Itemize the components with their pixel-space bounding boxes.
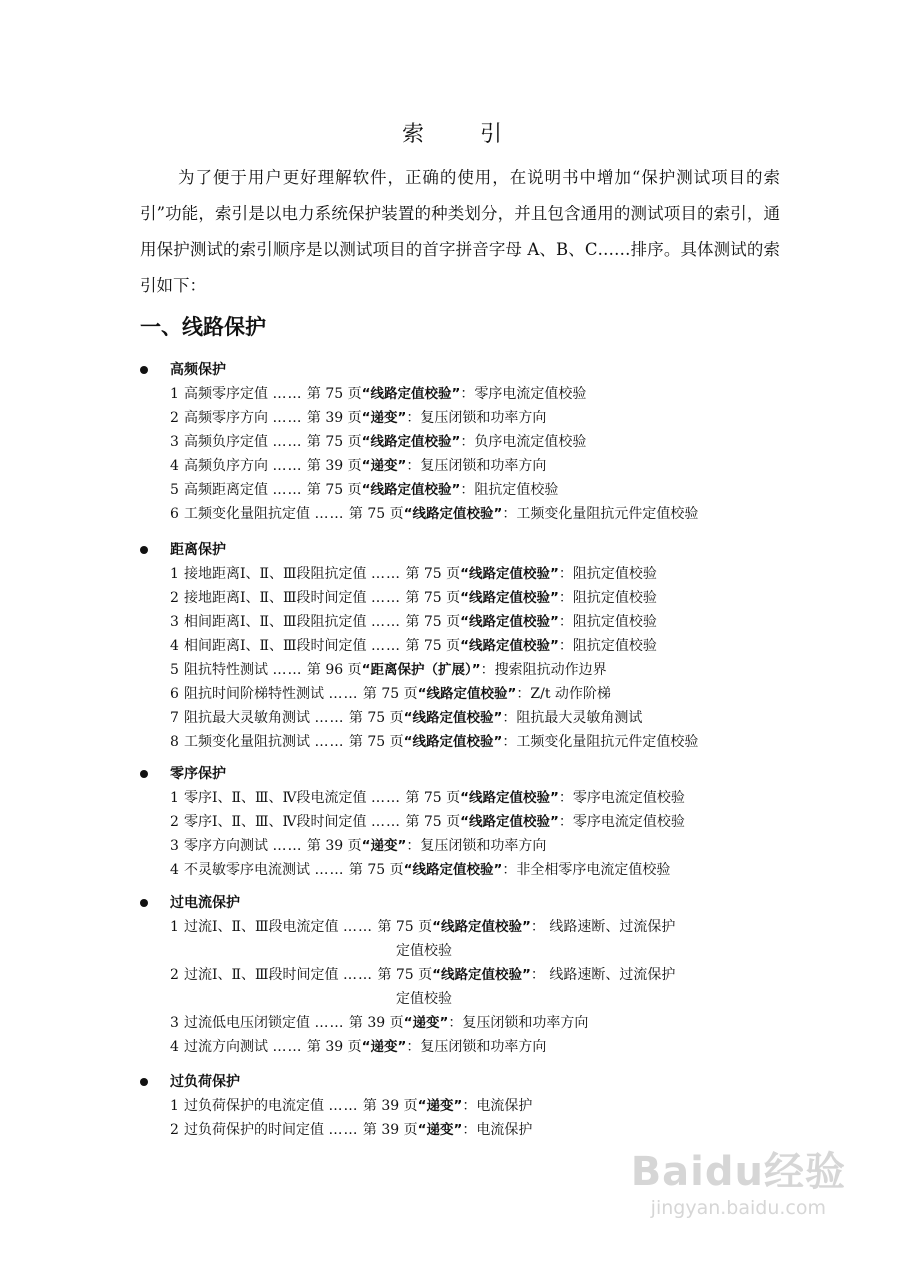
entry-reference: “线路定值校验” [417, 686, 517, 702]
index-entry [140, 382, 780, 406]
entry-description: ：阻抗定值校验 [558, 638, 657, 654]
index-entry-line [170, 814, 685, 830]
intro-paragraph: 为了便于用户更好理解软件，正确的使用，在说明书中增加“保护测试项目的索引”功能，索引是以电力系统保护装置的种类划分，并且包含通用的测试项目的索引，通用保护测试的索引顺序是以测试项目的首字拼音字母 A、B、C……排序。具体测试的索引如下： [140, 168, 780, 295]
entry-description: ：工频变化量阻抗元件定值校验 [502, 734, 699, 750]
entry-name: 过负荷保护的时间定值 [184, 1122, 324, 1138]
entry-number: 2 [170, 590, 179, 606]
entry-reference: “线路定值校验” [361, 482, 461, 498]
entry-description: ：搜索阻抗动作边界 [480, 662, 607, 678]
group-heading [140, 891, 780, 915]
entry-name: 高频零序定值 [184, 386, 268, 402]
entry-description: ：阻抗定值校验 [558, 566, 657, 582]
entry-description-continued: 定值校验 [396, 943, 452, 959]
entry-page: 第 75 页 [377, 919, 433, 935]
entry-name: 高频负序定值 [184, 434, 268, 450]
index-entry [140, 786, 780, 810]
entry-leader: …… [371, 638, 401, 654]
group-label: 过负荷保护 [170, 1074, 240, 1090]
entry-reference: “线路定值校验” [403, 506, 503, 522]
index-entry [140, 562, 780, 586]
entry-name: 工频变化量阻抗测试 [184, 734, 310, 750]
entry-description: ：阻抗定值校验 [558, 614, 657, 630]
entry-leader: …… [272, 386, 303, 402]
index-entry-line [170, 434, 586, 450]
entry-reference: “线路定值校验” [460, 566, 559, 582]
entry-description: ：电流保护 [462, 1098, 533, 1114]
entry-number: 2 [170, 814, 179, 830]
group-label: 零序保护 [170, 766, 226, 782]
entry-description: ：复压闭锁和功率方向 [406, 838, 547, 854]
entry-description: ：复压闭锁和功率方向 [406, 410, 547, 426]
index-group [140, 1070, 780, 1142]
index-group [140, 891, 780, 1059]
entry-description: ：阻抗定值校验 [558, 590, 657, 606]
entry-reference: “距离保护（扩展）” [361, 662, 481, 678]
entry-reference: “线路定值校验” [460, 614, 559, 630]
entry-description: ：零序电流定值校验 [558, 790, 685, 806]
index-entry-line [170, 410, 546, 426]
entry-reference: “线路定值校验” [432, 919, 531, 935]
index-group [140, 358, 780, 526]
entry-leader: …… [328, 686, 359, 702]
entry-reference: “线路定值校验” [361, 434, 461, 450]
index-group [140, 538, 780, 754]
entry-number: 7 [170, 710, 179, 726]
section-title: 一、线路保护 [140, 315, 266, 339]
bullet-icon [140, 546, 148, 554]
entry-page: 第 75 页 [405, 614, 461, 630]
entry-page: 第 75 页 [348, 506, 404, 522]
entry-name: 零序方向测试 [184, 838, 268, 854]
entry-page: 第 39 页 [306, 458, 362, 474]
index-entry [140, 706, 780, 730]
index-entry-line [170, 686, 611, 702]
entry-number: 3 [170, 838, 179, 854]
entry-reference: “线路定值校验” [460, 638, 559, 654]
index-entry-line [170, 838, 546, 854]
entry-leader: …… [328, 1122, 359, 1138]
entry-reference: “递变” [403, 1015, 449, 1031]
entry-description: ：零序电流定值校验 [460, 386, 587, 402]
entry-number: 1 [170, 1098, 179, 1114]
baidu-watermark-logo [631, 1148, 846, 1220]
entry-name: 过流Ⅰ、Ⅱ、Ⅲ段电流定值 [184, 919, 339, 935]
entry-name: 相间距离Ⅰ、Ⅱ、Ⅲ段阻抗定值 [184, 614, 367, 630]
entry-number: 1 [170, 790, 179, 806]
index-entry [140, 610, 780, 634]
index-entry-line [170, 482, 558, 498]
entry-number: 4 [170, 458, 179, 474]
entry-page: 第 75 页 [405, 814, 461, 830]
index-entry [140, 834, 780, 858]
index-entry [140, 963, 780, 1011]
entry-number: 3 [170, 614, 179, 630]
entry-leader: …… [371, 814, 401, 830]
entry-reference: “线路定值校验” [460, 790, 559, 806]
group-heading [140, 358, 780, 382]
entry-page: 第 75 页 [405, 590, 461, 606]
entry-number: 2 [170, 967, 179, 983]
entry-name: 高频负序方向 [184, 458, 268, 474]
index-entry [140, 915, 780, 963]
group-heading [140, 762, 780, 786]
bullet-icon [140, 770, 148, 778]
entry-name: 过负荷保护的电流定值 [184, 1098, 324, 1114]
entry-number: 4 [170, 638, 179, 654]
entry-name: 高频零序方向 [184, 410, 268, 426]
bullet-icon [140, 1078, 148, 1086]
entry-description: ：电流保护 [462, 1122, 533, 1138]
entry-reference: “线路定值校验” [361, 386, 461, 402]
entry-leader: …… [314, 862, 345, 878]
index-entry [140, 682, 780, 706]
group-label: 距离保护 [170, 542, 226, 558]
entry-number: 1 [170, 919, 179, 935]
entry-leader: …… [371, 590, 401, 606]
index-entry [140, 730, 780, 754]
entry-number: 8 [170, 734, 179, 750]
bullet-icon [140, 366, 148, 374]
entry-number: 5 [170, 482, 179, 498]
entry-number: 1 [170, 386, 179, 402]
index-entry [140, 658, 780, 682]
index-entry [140, 454, 780, 478]
entry-description: ：负序电流定值校验 [460, 434, 587, 450]
entry-name: 接地距离Ⅰ、Ⅱ、Ⅲ段时间定值 [184, 590, 367, 606]
entry-name: 过流低电压闭锁定值 [184, 1015, 310, 1031]
index-group [140, 762, 780, 882]
index-entry-line [170, 1039, 546, 1055]
index-entry [140, 478, 780, 502]
entry-page: 第 39 页 [348, 1015, 404, 1031]
watermark-brand: Baidu经验 [630, 1149, 846, 1195]
entry-name: 高频距离定值 [184, 482, 268, 498]
entry-leader: …… [272, 662, 303, 678]
index-entry-line [170, 1015, 588, 1031]
index-entry [140, 502, 780, 526]
entry-name: 阻抗特性测试 [184, 662, 268, 678]
index-entry-line [170, 614, 657, 630]
entry-description: ： 线路速断、过流保护 [530, 919, 676, 935]
entry-name: 接地距离Ⅰ、Ⅱ、Ⅲ段阻抗定值 [184, 566, 367, 582]
entry-number: 1 [170, 566, 179, 582]
index-entry-line [170, 458, 546, 474]
entry-description: ：非全相零序电流定值校验 [502, 862, 671, 878]
index-entry-line [170, 710, 642, 726]
watermark-url: jingyan.baidu.com [650, 1197, 827, 1219]
entry-number: 5 [170, 662, 179, 678]
entry-reference: “线路定值校验” [432, 967, 531, 983]
bullet-icon [140, 899, 148, 907]
entry-reference: “线路定值校验” [403, 862, 503, 878]
entry-description: ：阻抗最大灵敏角测试 [502, 710, 643, 726]
entry-leader: …… [371, 614, 401, 630]
entry-name: 阻抗时间阶梯特性测试 [184, 686, 324, 702]
entry-name: 零序Ⅰ、Ⅱ、Ⅲ、Ⅳ段电流定值 [184, 790, 367, 806]
entry-description: ：复压闭锁和功率方向 [406, 458, 547, 474]
entry-description-continued: 定值校验 [396, 991, 452, 1007]
entry-reference: “递变” [417, 1122, 463, 1138]
entry-leader: …… [343, 967, 373, 983]
entry-page: 第 39 页 [306, 1039, 362, 1055]
entry-number: 6 [170, 686, 179, 702]
entry-page: 第 75 页 [348, 862, 404, 878]
entry-page: 第 39 页 [306, 838, 362, 854]
entry-page: 第 75 页 [377, 967, 433, 983]
entry-leader: …… [272, 434, 303, 450]
entry-description: ：复压闭锁和功率方向 [406, 1039, 547, 1055]
entry-page: 第 39 页 [362, 1098, 418, 1114]
group-heading [140, 1070, 780, 1094]
index-entry-line [170, 1098, 532, 1114]
entry-name: 零序Ⅰ、Ⅱ、Ⅲ、Ⅳ段时间定值 [184, 814, 367, 830]
index-entry [140, 430, 780, 454]
entry-page: 第 75 页 [306, 386, 362, 402]
entry-page: 第 75 页 [405, 566, 461, 582]
entry-leader: …… [314, 710, 345, 726]
entry-reference: “递变” [361, 838, 407, 854]
entry-page: 第 75 页 [348, 710, 404, 726]
entry-name: 过流方向测试 [184, 1039, 268, 1055]
entry-description: ：Z/t 动作阶梯 [516, 686, 611, 702]
entry-page: 第 75 页 [405, 638, 461, 654]
entry-description: ：复压闭锁和功率方向 [448, 1015, 589, 1031]
entry-description: ：阻抗定值校验 [460, 482, 559, 498]
entry-description: ： 线路速断、过流保护 [530, 967, 676, 983]
index-entry-line [170, 506, 698, 522]
entry-reference: “递变” [361, 458, 407, 474]
entry-leader: …… [371, 566, 401, 582]
entry-description: ：工频变化量阻抗元件定值校验 [502, 506, 699, 522]
index-entry [140, 586, 780, 610]
index-entry-line [170, 590, 657, 606]
index-entry-line [170, 1122, 532, 1138]
entry-leader: …… [314, 506, 345, 522]
index-entry-line [170, 967, 675, 983]
entry-number: 4 [170, 862, 179, 878]
group-label: 高频保护 [170, 362, 226, 378]
entry-number: 6 [170, 506, 179, 522]
entry-name: 过流Ⅰ、Ⅱ、Ⅲ段时间定值 [184, 967, 339, 983]
index-entry-line [170, 662, 607, 678]
entry-page: 第 75 页 [306, 482, 362, 498]
entry-page: 第 96 页 [306, 662, 362, 678]
index-entry-line [170, 386, 586, 402]
entry-leader: …… [272, 838, 303, 854]
index-entry [140, 810, 780, 834]
index-entry-line [170, 734, 698, 750]
entry-page: 第 75 页 [306, 434, 362, 450]
entry-leader: …… [314, 734, 345, 750]
entry-reference: “递变” [361, 1039, 407, 1055]
entry-leader: …… [272, 458, 303, 474]
entry-name: 工频变化量阻抗定值 [184, 506, 310, 522]
entry-name: 阻抗最大灵敏角测试 [184, 710, 310, 726]
index-entry-line [170, 638, 657, 654]
index-entry [140, 1035, 780, 1059]
entry-leader: …… [314, 1015, 345, 1031]
index-entry-line [170, 862, 670, 878]
entry-page: 第 75 页 [362, 686, 418, 702]
entry-page: 第 75 页 [405, 790, 461, 806]
entry-number: 2 [170, 1122, 179, 1138]
entry-leader: …… [328, 1098, 359, 1114]
index-entry-line [170, 566, 657, 582]
entry-number: 2 [170, 410, 179, 426]
index-entry [140, 1118, 780, 1142]
entry-reference: “递变” [361, 410, 407, 426]
entry-reference: “线路定值校验” [460, 590, 559, 606]
entry-reference: “线路定值校验” [403, 710, 503, 726]
entry-leader: …… [272, 482, 303, 498]
entry-name: 相间距离Ⅰ、Ⅱ、Ⅲ段时间定值 [184, 638, 367, 654]
entry-description: ：零序电流定值校验 [558, 814, 685, 830]
index-entry [140, 1011, 780, 1035]
index-entry [140, 858, 780, 882]
entry-page: 第 39 页 [362, 1122, 418, 1138]
entry-leader: …… [343, 919, 373, 935]
page-title: 索引 [401, 122, 558, 147]
entry-reference: “线路定值校验” [460, 814, 559, 830]
index-entry [140, 634, 780, 658]
entry-name: 不灵敏零序电流测试 [184, 862, 310, 878]
entry-number: 4 [170, 1039, 179, 1055]
group-label: 过电流保护 [170, 895, 240, 911]
entry-reference: “递变” [417, 1098, 463, 1114]
index-entry [140, 406, 780, 430]
entry-leader: …… [272, 1039, 303, 1055]
entry-number: 3 [170, 1015, 179, 1031]
entry-page: 第 39 页 [306, 410, 362, 426]
entry-number: 3 [170, 434, 179, 450]
entry-page: 第 75 页 [348, 734, 404, 750]
index-entry [140, 1094, 780, 1118]
entry-reference: “线路定值校验” [403, 734, 503, 750]
index-entry-line [170, 790, 685, 806]
entry-leader: …… [272, 410, 303, 426]
entry-leader: …… [371, 790, 401, 806]
group-heading [140, 538, 780, 562]
index-entry-line [170, 919, 675, 935]
